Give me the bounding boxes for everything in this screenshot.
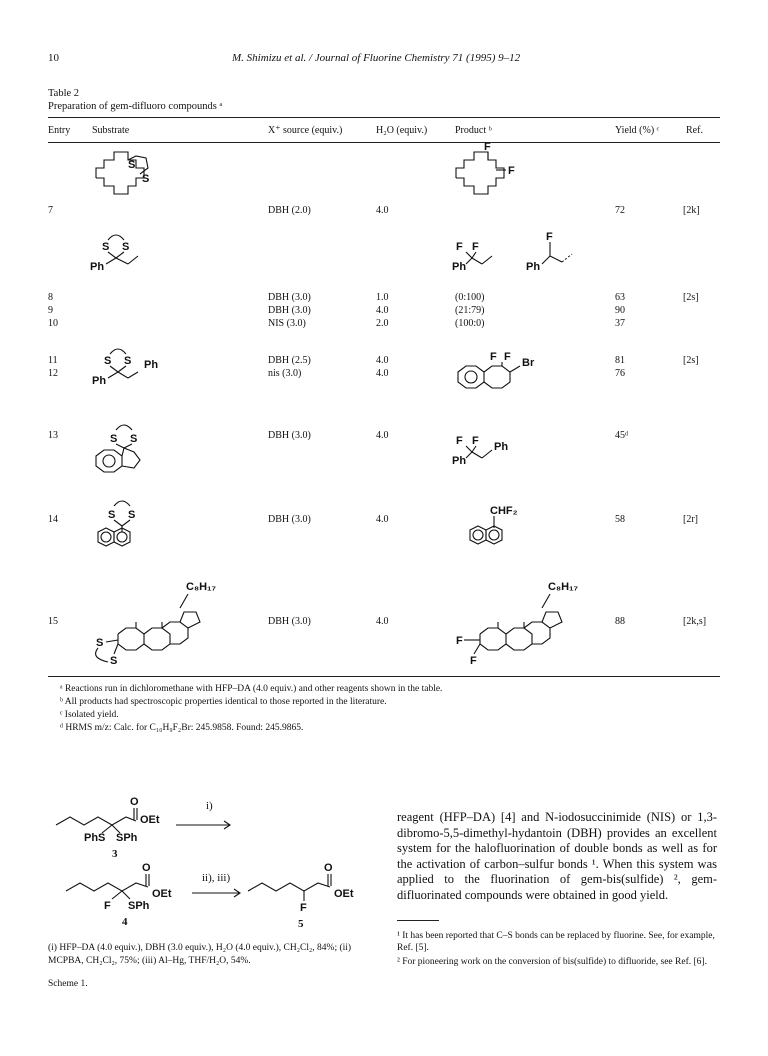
atom-f: F [504, 351, 511, 363]
atom-s: S [128, 509, 136, 521]
entry-12: 12 [48, 368, 58, 379]
table-top-rule [48, 117, 720, 118]
product-14-structure [450, 500, 540, 556]
x-source-15: DBH (3.0) [268, 616, 311, 627]
atom-o: O [130, 796, 139, 808]
atom-s: S [96, 637, 104, 649]
atom-c8h17: C₈H₁₇ [548, 581, 578, 593]
running-title: M. Shimizu et al. / Journal of Fluorine Chemistry 71 (1995) 9–12 [232, 52, 521, 64]
footnote-rule [397, 920, 439, 921]
substrate-7-structure [88, 148, 168, 198]
x-source-8: DBH (3.0) [268, 292, 311, 303]
h2o-13: 4.0 [376, 430, 389, 441]
h2o-12: 4.0 [376, 368, 389, 379]
h2o-9: 4.0 [376, 305, 389, 316]
yield-9: 90 [615, 305, 625, 316]
x-source-11: DBH (2.5) [268, 355, 311, 366]
entry-11: 11 [48, 355, 58, 366]
atom-br: Br [522, 357, 535, 369]
entry-13: 13 [48, 430, 58, 441]
entry-9: 9 [48, 305, 53, 316]
compound-5-label: 5 [298, 918, 304, 930]
col-substrate: Substrate [92, 125, 130, 136]
atom-f: F [508, 165, 515, 177]
atom-ph: Ph [526, 261, 541, 273]
x-source-10: NIS (3.0) [268, 318, 306, 329]
atom-f: F [104, 900, 111, 912]
ref-15: [2k,s] [683, 616, 707, 627]
table-footnote-c: ᶜ Isolated yield. [60, 710, 119, 720]
h2o-14: 4.0 [376, 514, 389, 525]
table-caption: Preparation of gem-difluoro compounds ᵃ [48, 101, 223, 112]
atom-sph: SPh [116, 832, 138, 844]
entry-8: 8 [48, 292, 53, 303]
ref-8: [2s] [683, 292, 699, 303]
atom-f: F [456, 635, 463, 647]
substrate-15-structure [88, 578, 248, 668]
scheme-1-structures [52, 795, 372, 935]
atom-ph: Ph [90, 261, 105, 273]
step-1-label: i) [206, 800, 213, 812]
atom-phs: PhS [84, 832, 106, 844]
ref-7: [2k] [683, 205, 700, 216]
col-product: Product ᵇ [455, 125, 492, 136]
product-8-ratio: (0:100) [455, 292, 485, 303]
atom-s: S [124, 355, 132, 367]
atom-f: F [484, 141, 491, 153]
entry-15: 15 [48, 616, 58, 627]
footnote-1: ¹ It has been reported that C–S bonds can be replaced by fluorine. See, for example, Ref. [5]. [397, 931, 715, 953]
product-10-ratio: (100:0) [455, 318, 485, 329]
product-11-structure [450, 344, 550, 392]
table-header-rule [48, 142, 720, 143]
atom-f: F [456, 241, 463, 253]
entry-14: 14 [48, 514, 58, 525]
scheme-conditions: (i) HFP–DA (4.0 equiv.), DBH (3.0 equiv.), H₂O (4.0 equiv.), CH₂Cl₂, 84%; (ii) MCPBA, CH₂Cl₂, 75%; (iii) Al–Hg, THF/H₂O, 54%. [48, 943, 352, 966]
h2o-15: 4.0 [376, 616, 389, 627]
yield-14: 58 [615, 514, 625, 525]
h2o-10: 2.0 [376, 318, 389, 329]
x-source-14: DBH (3.0) [268, 514, 311, 525]
x-source-13: DBH (3.0) [268, 430, 311, 441]
col-h2o: H₂O (equiv.) [376, 125, 428, 136]
atom-ph: Ph [452, 455, 467, 467]
atom-s: S [104, 355, 112, 367]
scheme-caption: Scheme 1. [48, 979, 88, 989]
atom-oet: OEt [334, 888, 354, 900]
table-footnote-d: ᵈ HRMS m/z: Calc. for C₁₀H₉F₂Br: 245.9858. Found: 245.9865. [60, 723, 304, 733]
page-number: 10 [48, 52, 59, 64]
atom-f: F [546, 231, 553, 243]
entry-10: 10 [48, 318, 58, 329]
atom-oet: OEt [140, 814, 160, 826]
atom-oet: OEt [152, 888, 172, 900]
entry-7: 7 [48, 205, 53, 216]
atom-s: S [102, 241, 110, 253]
compound-3-label: 3 [112, 848, 118, 860]
atom-s: S [142, 173, 150, 185]
footnote-2: ² For pioneering work on the conversion of bis(sulfide) to difluoride, see Ref. [6]. [397, 957, 707, 967]
atom-c8h17: C₈H₁₇ [186, 581, 216, 593]
product-15-structure [450, 578, 610, 668]
atom-s: S [108, 509, 116, 521]
yield-11: 81 [615, 355, 625, 366]
product-9-ratio: (21:79) [455, 305, 485, 316]
ref-14: [2r] [683, 514, 698, 525]
atom-ph: Ph [452, 261, 467, 273]
atom-f: F [456, 435, 463, 447]
atom-f: F [472, 241, 479, 253]
ref-11: [2s] [683, 355, 699, 366]
h2o-7: 4.0 [376, 205, 389, 216]
col-entry: Entry [48, 125, 71, 136]
atom-ph: Ph [92, 375, 107, 387]
yield-13: 45ᵈ [615, 430, 629, 441]
atom-s: S [110, 655, 118, 667]
body-paragraph: reagent (HFP–DA) [4] and N-iodosuccinimide (NIS) or 1,3-dibromo-5,5-dimethyl-hydantoin (DBH) provides an excellent system for the halofluorination of double bonds as well as for the activation of carbon–sulfur bonds ¹. When this system was applied to the fluorination of gem-bis(sulfide) ², gem-difluorinated compounds were obtained in good yield. [397, 810, 717, 902]
step-2-label: ii), iii) [202, 872, 231, 884]
h2o-8: 1.0 [376, 292, 389, 303]
yield-12: 76 [615, 368, 625, 379]
x-source-7: DBH (2.0) [268, 205, 311, 216]
h2o-11: 4.0 [376, 355, 389, 366]
product-13-structure [450, 424, 530, 470]
table-footnote-b: ᵇ All products had spectroscopic properties identical to those reported in the literature. [60, 697, 387, 707]
substrate-14-structure [88, 498, 168, 558]
table-bottom-rule [48, 676, 720, 677]
product-8-structures [450, 228, 590, 273]
yield-7: 72 [615, 205, 625, 216]
table-label: Table 2 [48, 88, 80, 99]
col-ref: Ref. [686, 125, 703, 136]
yield-8: 63 [615, 292, 625, 303]
atom-o: O [142, 862, 151, 874]
yield-15: 88 [615, 616, 625, 627]
atom-s: S [110, 433, 118, 445]
table-footnote-a: ᵃ Reactions run in dichloromethane with HFP–DA (4.0 equiv.) and other reagents shown in the table. [60, 684, 443, 694]
atom-s: S [130, 433, 138, 445]
atom-o: O [324, 862, 333, 874]
atom-chf2: CHF₂ [490, 505, 518, 517]
product-7-structure [448, 141, 528, 198]
col-x-source: X⁺ source (equiv.) [268, 125, 343, 136]
atom-f: F [470, 655, 477, 667]
x-source-12: nis (3.0) [268, 368, 302, 379]
atom-ph: Ph [144, 359, 159, 371]
atom-ph: Ph [494, 441, 509, 453]
substrate-8-structure [88, 228, 158, 273]
substrate-11-structure [88, 342, 178, 388]
substrate-13-structure [88, 420, 168, 476]
yield-10: 37 [615, 318, 625, 329]
atom-sph: SPh [128, 900, 150, 912]
atom-s: S [122, 241, 130, 253]
x-source-9: DBH (3.0) [268, 305, 311, 316]
compound-4-label: 4 [122, 916, 128, 928]
atom-f: F [472, 435, 479, 447]
atom-s: S [128, 159, 136, 171]
col-yield: Yield (%) ᶜ [615, 125, 660, 136]
atom-f: F [490, 351, 497, 363]
atom-f: F [300, 902, 307, 914]
